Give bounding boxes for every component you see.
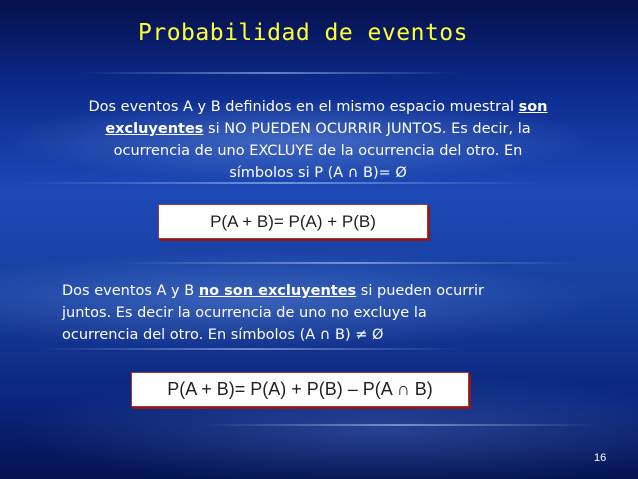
formula-non-exclusive: P(A + B)= P(A) + P(B) – P(A ∩ B) [131,372,469,407]
text-segment: Dos eventos A y B definidos en el mismo espacio muestral [88,99,519,115]
background-streak [120,262,580,264]
text-segment: Dos eventos A y B [62,283,199,299]
text-segment: si NO PUEDEN OCURRIR JUNTOS. Es decir, la [203,121,531,137]
emphasis-excluyentes: excluyentes [105,121,204,137]
definition-exclusive [30,96,606,184]
page-number: 16 [594,452,607,464]
definition-non-exclusive [62,280,562,346]
text-line: juntos. Es decir la ocurrencia de uno no excluye la [62,305,427,321]
text-line: ocurrencia del otro. En símbolos (A ∩ B) ≠ Ø [62,327,384,343]
text-segment: si pueden ocurrir [356,283,484,299]
emphasis-son: son [518,99,548,115]
slide-title: Probabilidad de eventos [138,20,468,46]
background-streak [40,348,460,350]
emphasis-no-son-excluyentes: no son excluyentes [198,283,357,299]
background-streak [80,72,460,74]
formula-exclusive: P(A + B)= P(A) + P(B) [158,204,428,239]
text-line: ocurrencia de uno EXCLUYE de la ocurrencia del otro. En [113,143,523,159]
text-line: símbolos si P (A ∩ B)= Ø [229,165,407,181]
background-streak [200,424,600,426]
